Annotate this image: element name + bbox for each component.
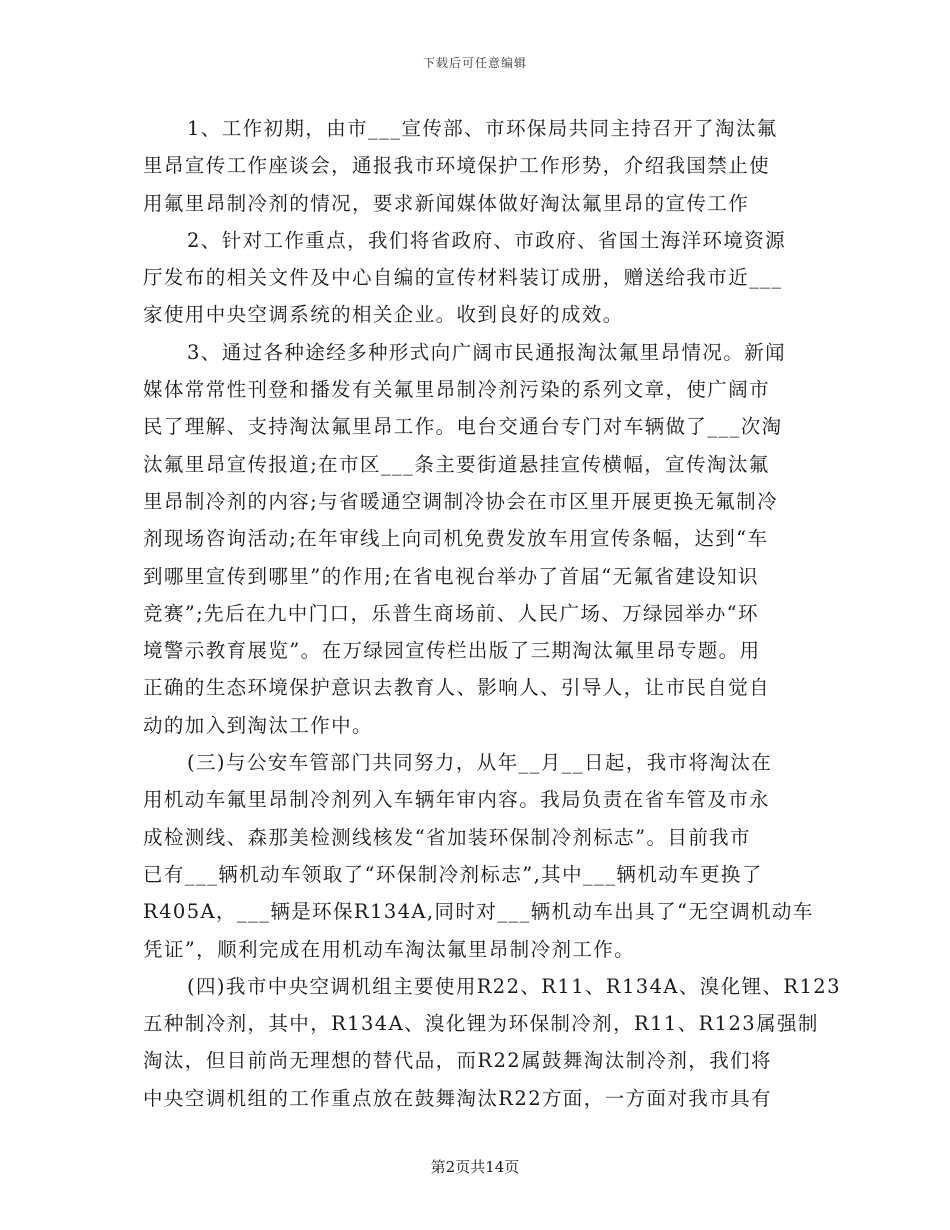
text-line: 中央空调机组的工作重点放在鼓舞淘汰R22方面，一方面对我市具有: [143, 1086, 772, 1110]
page-number: 第2页共14页: [430, 1158, 520, 1176]
text-line: 民了理解、支持淘汰氟里昂工作。电台交通台专门对车辆做了___次淘: [143, 415, 783, 439]
text-line: 用机动车氟里昂制冷剂列入车辆年审内容。我局负责在省车管及市永: [143, 788, 771, 812]
text-line: 1、工作初期，由市___宣传部、市环保局共同主持召开了淘汰氟: [187, 117, 778, 140]
text-line: (三)与公安车管部门共同努力，从年__月__日起，我市将淘汰在: [187, 751, 773, 775]
text-line: 里昂宣传工作座谈会，通报我市环境保护工作形势，介绍我国禁止使: [143, 154, 771, 178]
text-line: 里昂制冷剂的内容;与省暖通空调制冷协会在市区里开展更换无氟制冷: [143, 489, 778, 513]
text-line: 媒体常常性刊登和播发有关氟里昂制冷剂污染的系列文章，使广阔市: [143, 378, 771, 402]
text-line: 到哪里宣传到哪里”的作用;在省电视台举办了首届“无氟省建设知识: [143, 564, 759, 588]
text-line: 境警示教育展览”。在万绿园宣传栏出版了三期淘汰氟里昂专题。用: [143, 639, 761, 663]
text-line: 五种制冷剂，其中，R134A、溴化锂为环保制冷剂，R11、R123属强制: [143, 1012, 819, 1036]
text-line: 成检测线、森那美检测线核发“省加装环保制冷剂标志”。目前我市: [143, 825, 751, 849]
text-line: (四)我市中央空调机组主要使用R22、R11、R134A、溴化锂、R123: [187, 974, 841, 998]
text-line: 2、针对工作重点，我们将省政府、市政府、省国土海洋环境资源: [187, 228, 787, 252]
text-line: 正确的生态环境保护意识去教育人、影响人、引导人，让市民自觉自: [143, 676, 771, 700]
text-line: 剂现场咨询活动;在年审线上向司机免费发放车用宣传条幅，达到“车: [143, 527, 769, 551]
text-line: 已有___辆机动车领取了“环保制冷剂标志”,其中___辆机动车更换了: [143, 862, 763, 886]
document-body: [143, 110, 841, 1117]
text-line: 动的加入到淘汰工作中。: [143, 713, 373, 737]
text-line: 厅发布的相关文件及中心自编的宣传材料装订成册，赠送给我市近___: [143, 266, 783, 290]
text-line: 3、通过各种途经多种形式向广阔市民通报淘汰氟里昂情况。新闻: [187, 340, 787, 364]
text-line: 淘汰，但目前尚无理想的替代品，而R22属鼓舞淘汰制冷剂，我们将: [143, 1049, 772, 1073]
text-line: 凭证”，顺利完成在用机动车淘汰氟里昂制冷剂工作。: [143, 937, 636, 961]
page-header-note: 下载后可任意编辑: [422, 56, 527, 70]
text-line: 竞赛”;先后在九中门口，乐普生商场前、人民广场、万绿园举办“环: [143, 601, 759, 625]
text-line: R405A，___辆是环保R134A,同时对___辆机动车出具了“无空调机动车: [143, 900, 814, 924]
text-line: 用氟里昂制冷剂的情况，要求新闻媒体做好淘汰氟里昂的宣传工作: [143, 191, 750, 215]
text-line: 家使用中央空调系统的相关企业。收到良好的成效。: [143, 303, 624, 327]
text-line: 汰氟里昂宣传报道;在市区___条主要街道悬挂宣传横幅，宣传淘汰氟: [143, 452, 770, 476]
